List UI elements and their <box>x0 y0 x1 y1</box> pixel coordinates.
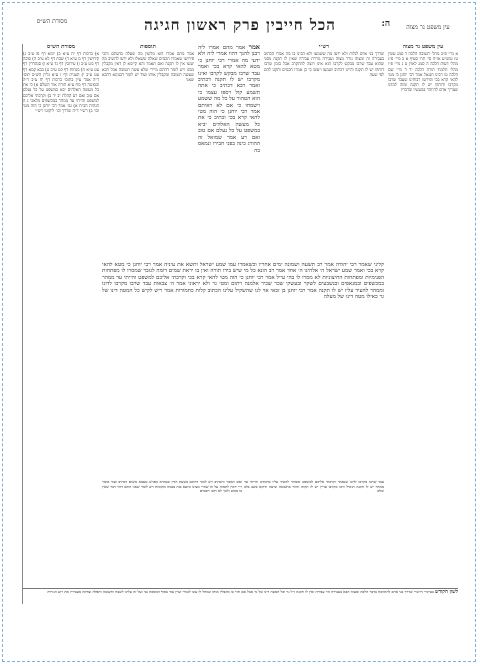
lower-rashi-text: עבד שרבו מקרבו לדונו שנאמר וקרבתי אליכם למשפט וממהר להעיד עליו כדכתיב והייתי עד ממהר יש לו תקנה הואיל ורבו מקרבו עדיין יש לו תקוה וחוזר בתשובה ונרצה ודוקא בשב בלב שלם <box>244 480 384 494</box>
page-header <box>22 18 458 44</box>
page-footer <box>22 588 458 639</box>
folio-number: ה: <box>381 19 390 29</box>
rashi-label: רש״י <box>318 44 330 50</box>
rashi-text: שדרך בני אדם לגלות ולא ידעו מה ששמעו ולא הבינו בו מה אמרו הכתוב בעבירה זה ומצוה גורר מצוה ועבירה גוררת עבירה שאין לו תקנה מפני שהוא עבד שרבו מבקש לקרבו הוא אינו רוצה להתקרב אבל בזמן שרבו דוחהו יש לו תקנה והיינו דכתיב ושמעו ויעשו כי כן אמרו חכמים ותקנו להם לפי שעה <box>264 51 384 77</box>
masoret-hashas-label: מסורת הש״ס <box>46 44 76 50</box>
gemara-wide-text <box>102 262 384 472</box>
header-right-label: עין משפט נר מצוה <box>406 24 450 31</box>
gemara-main-text <box>198 44 260 254</box>
lower-rashi-commentary <box>244 480 384 580</box>
lower-tosafot-commentary <box>102 480 242 580</box>
gemara-wide-body: קליני שאמר רבי יהודה אמר רב תשעה ושמונה ימים אחריו וכשאמרו עמו שמע ישראל ותשא את עיניה אמר רבי יוחנן כי מטא להאי קרא בכי ואמר שמע ישראל ה׳ אלהינו ה׳ אחד אמר רב הונא כל מי שיש בידו תורה ואין בו יראת שמים דומה לגזבר שמסרו לו מפתחות הפנימיות ומפתחות החיצוניות לא מסרו לו בהי עייל אמר רבי יוחנן כי הוה מטי להאי קרא בכי וקרבתי אליכם למשפט והייתי עד ממהר במכשפים ובמנאפים ובנשבעים לשקר ובעשקי שכר שכיר אלמנה ויתום ומטי גר ולא יראוני אמר ה׳ צבאות עבד שרבו מקרבו לדונו וממהר להעיד עליו יש לו תקנה אמר רבי יוחנן בן זכאי אוי לנו שהשקיל עלינו הכתוב קלות כחמורות אמר ריש לקיש כל המטה דינו של גר כאילו מטה דינו של מעלה <box>102 262 384 301</box>
tosafot-text: אמר מהם אמרו הוא מלשון מה שעלה בדעתם והכי פירושו שאמרו חכמים שאלה ששאלו ולא ידעו להשיב מה יעשו אין לו תקנה ואם תאמר והא קיימא לן דאין מקבלין ממנו ויש לומר דהתם מיירי שלא עשה תשובה אבל הכא שעשה תשובה ומקבלין אותו ועוד יש לומר דבגוונא דהכא שאני <box>102 51 194 83</box>
masoret-hashas-column <box>22 44 99 604</box>
gemara-text: אמר מהם אמרו ליה רבנן להנך דהוו אמרי ליה ולא ידעי מה אמרי רבי יוחנן כי מטא להאי קרא בכי ואמר עבד שרבו מבקש לקרבו ואינו מקרבו יש לו תקנה דכתיב ואמר רבא דכתיב כי אתה תשמע קול ויספו עצמו כי הוא הטהור על כל מה ששמע וישמחו כי אם לא ראיתם אמר רבי יוחנן כי הוה מטי להאי קרא בכי וכתיב כי את כל מעשה האלהים יביא במשפט על כל נעלם אם טוב ואם רע אמר שמואל זה ההורג כינה בפני חבירו ונמאס בה <box>198 45 260 154</box>
ein-mishpat-column <box>388 44 458 604</box>
header-left-label: מסורת הש״ס <box>36 18 68 25</box>
page-title: הכל חייבין פרק ראשון חגיגה <box>144 16 336 34</box>
gemara-intro-word: אמר <box>248 44 260 51</box>
tosafot-label: תוספות <box>140 44 156 50</box>
masoret-hashas-text: א) ברכות דף יח ע״א ב) יומא דף פו ע״ב ג) קידושין דף מ ע״א ד) שבת דף לא ע״ב ה) סוכה דף מט ע״ב ו) עירובין דף נד ע״א ז) סנהדרין דף צט ע״א ח) מנחות דף כט ע״ב ט) בבא קמא דף עט ע״ב י) תענית דף ז ע״א גליון הש״ס תוס׳ ד״ה אמר עיין בתוס׳ ברכות דף יח ע״ב ד״ה ובסוטה דף מח ע״א תורה אור השלם א) כי את כל מעשה האלהים יבא במשפט על כל נעלם אם טוב ואם רע קהלת יב יד ב) וקרבתי אליכם למשפט והייתי עד ממהר במכשפים מלאכי ג ה הגהות הב״ח א) גמ׳ אמר רבי יוחנן כי הוה מטי וכו׳ ב) רש״י ד״ה שדרך וכו׳ ליקוטי רש״י <box>23 51 99 114</box>
footer-text: בעיקרי דרש״י שדרך בני אדם להתווכח בדבר הלכה ומצוה הבא בעבירה הוי עבירה ואין לו תקנה ז״ל גר וכל המטה דינו של גר אבל אם חזר בו מקבלין אותו ונמחל לו עונו לגמרי ועיין עוד בסוף המסכת גבי ועל זה עלינו לשבח ותשובה ותפלה וצדקה מעבירין את רוע הגזירה <box>47 589 434 594</box>
footer-label: לשון הקודש <box>435 589 458 595</box>
ein-mishpat-label: עין משפט נר מצוה <box>402 44 444 50</box>
tosafot-commentary <box>102 44 194 284</box>
rashi-commentary <box>264 44 384 254</box>
talmud-page <box>22 18 458 644</box>
ein-mishpat-text: א מיי׳ פ״ב מהל׳ תשובה הלכה ד סמג עשין טז טוש״ע או״ח סי׳ תרו סעיף א ב מיי׳ פ״ג מהל׳ דעות הלכה ה סמג לאוין ט ג מיי׳ פ״ו מהל׳ תלמוד תורה הלכה יד ד מיי׳ שם הלכה טו רבינו חננאל אמר רבי יוחנן כי מטי להאי קרא בכי ופירשו רבותינו שעבד שרבו מקרבו ודוחהו יש לו תקנה ומזה למדנו שצריך אדם להיזהר במעשיו ובדבריו <box>388 51 458 93</box>
lower-tosafot-text: ואם תאמר והכתיב ויש לומר דהתם בשעת הדין ובגמרא מפרש טעמא משום דכתיב ועוד אומר ר״י דאין לתמוה על זה שהרי מצינו כיוצא בזה בכמה מקומות ויש לומר שאני התם דהוי דבר שאין בו ממש ולכך לא חשו חכמים <box>102 480 242 494</box>
